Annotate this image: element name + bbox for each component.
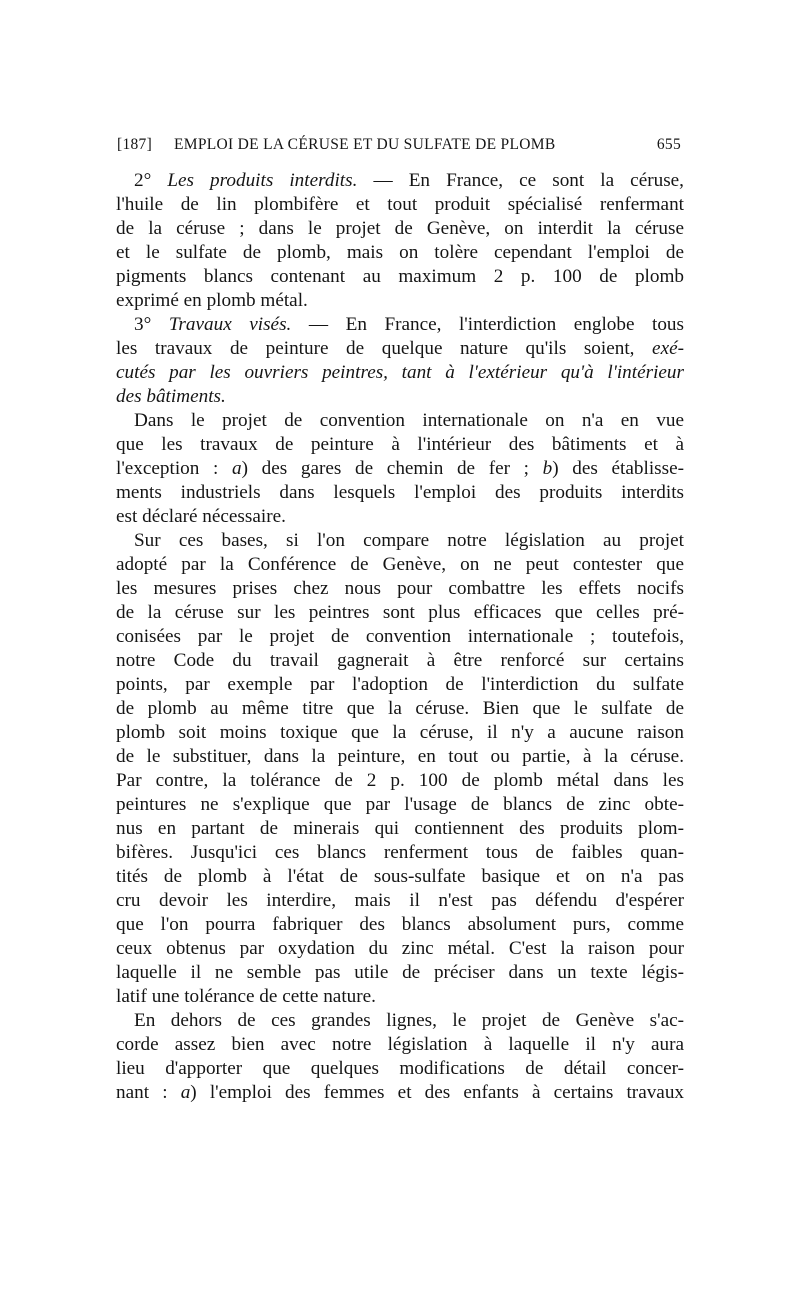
- text-run: les mesures prises chez nous pour combattre les effets nocifs: [116, 578, 684, 599]
- text-line: [116, 313, 684, 337]
- text-run: Par contre, la tolérance de 2 p. 100 de plomb métal dans les: [116, 770, 684, 791]
- text-run: 3°: [134, 314, 169, 335]
- page-number: 655: [656, 136, 681, 153]
- text-run: ) des gares de chemin de fer ;: [241, 458, 543, 479]
- text-line: [116, 961, 684, 985]
- text-run: ) l'emploi des femmes et des enfants à certains travaux: [190, 1082, 685, 1103]
- text-line: [116, 1033, 684, 1057]
- text-run: de la céruse sur les peintres sont plus efficaces que celles pré-: [116, 602, 684, 623]
- text-line: [116, 697, 684, 721]
- text-line: [116, 217, 684, 241]
- text-run: ) des établisse-: [552, 458, 684, 479]
- text-run: que l'on pourra fabriquer des blancs absolument purs, comme: [116, 914, 684, 935]
- text-line: [116, 769, 684, 793]
- text-run: l'huile de lin plombifère et tout produit spécialisé renfermant: [116, 194, 684, 215]
- text-run: ments industriels dans lesquels l'emploi des produits interdits: [116, 482, 684, 503]
- text-line: [116, 985, 684, 1009]
- text-run: notre Code du travail gagnerait à être renforcé sur certains: [116, 650, 684, 671]
- text-run: exprimé en plomb métal.: [116, 290, 308, 311]
- text-run: cru devoir les interdire, mais il n'est pas défendu d'espérer: [116, 890, 684, 911]
- italic-text: Les produits interdits.: [167, 170, 358, 191]
- italic-text: a: [232, 458, 242, 479]
- text-run: Sur ces bases, si l'on compare notre législation au projet: [134, 530, 684, 551]
- text-line: [116, 913, 684, 937]
- text-line: [116, 1081, 684, 1105]
- text-run: pigments blancs contenant au maximum 2 p. 100 de plomb: [116, 266, 684, 287]
- text-line: [116, 721, 684, 745]
- text-line: [116, 841, 684, 865]
- italic-text: b: [542, 458, 553, 479]
- text-run: tités de plomb à l'état de sous-sulfate basique et on n'a pas: [116, 866, 684, 887]
- text-run: points, par exemple par l'adoption de l'interdiction du sulfate: [116, 674, 684, 695]
- text-run: adopté par la Conférence de Genève, on ne peut contester que: [116, 554, 684, 575]
- text-run: latif une tolérance de cette nature.: [116, 986, 376, 1007]
- italic-text: exé-: [652, 338, 684, 359]
- text-line: [116, 289, 684, 313]
- text-line: [116, 505, 684, 529]
- text-run: Dans le projet de convention internationale on n'a en vue: [134, 410, 684, 431]
- text-run: — En France, l'interdiction englobe tous: [291, 314, 684, 335]
- text-run: conisées par le projet de convention internationale ; toutefois,: [116, 626, 684, 647]
- text-run: plomb soit moins toxique que la céruse, il n'y a aucune raison: [116, 722, 684, 743]
- text-line: [116, 337, 684, 361]
- text-run: lieu d'apporter que quelques modifications de détail concer-: [116, 1058, 684, 1079]
- text-run: nant :: [116, 1082, 181, 1103]
- text-run: ceux obtenus par oxydation du zinc métal. C'est la raison pour: [116, 938, 684, 959]
- text-line: [116, 601, 684, 625]
- text-line: [116, 817, 684, 841]
- italic-text: a: [180, 1082, 191, 1103]
- page-body-text: [116, 169, 684, 1105]
- text-run: est déclaré nécessaire.: [116, 506, 286, 527]
- text-line: [116, 745, 684, 769]
- text-run: les travaux de peinture de quelque nature qu'ils soient,: [116, 338, 653, 359]
- text-run: En dehors de ces grandes lignes, le projet de Genève s'ac-: [134, 1010, 684, 1031]
- italic-text: cutés par les ouvriers peintres, tant à l'extérieur qu'à l'intérieur: [116, 362, 684, 383]
- text-run: — En France, ce sont la céruse,: [357, 170, 684, 191]
- text-line: [116, 409, 684, 433]
- text-line: [116, 577, 684, 601]
- text-line: [116, 553, 684, 577]
- text-line: [116, 793, 684, 817]
- text-line: [116, 169, 684, 193]
- text-line: [116, 265, 684, 289]
- text-run: de le substituer, dans la peinture, en tout ou partie, à la céruse.: [116, 746, 684, 767]
- text-run: bifères. Jusqu'ici ces blancs renferment tous de faibles quan-: [116, 842, 684, 863]
- text-line: [116, 865, 684, 889]
- text-line: [116, 937, 684, 961]
- text-run: peintures ne s'explique que par l'usage de blancs de zinc obte-: [116, 794, 684, 815]
- running-title: EMPLOI DE LA CÉRUSE ET DU SULFATE DE PLOMB: [174, 136, 556, 153]
- text-line: [116, 1057, 684, 1081]
- text-line: [116, 889, 684, 913]
- text-line: [116, 193, 684, 217]
- text-line: [116, 433, 684, 457]
- text-run: de plomb au même titre que la céruse. Bien que le sulfate de: [116, 698, 684, 719]
- text-line: [116, 457, 684, 481]
- text-line: [116, 673, 684, 697]
- text-line: [116, 481, 684, 505]
- italic-text: Travaux visés.: [168, 314, 292, 335]
- text-run: laquelle il ne semble pas utile de préciser dans un texte légis-: [116, 962, 684, 983]
- italic-text: des bâtiments.: [116, 386, 226, 407]
- text-run: 2°: [134, 170, 168, 191]
- text-run: et le sulfate de plomb, mais on tolère cependant l'emploi de: [116, 242, 684, 263]
- text-run: que les travaux de peinture à l'intérieur des bâtiments et à: [116, 434, 684, 455]
- section-folio: [187]: [117, 136, 153, 153]
- text-run: de la céruse ; dans le projet de Genève, on interdit la céruse: [116, 218, 684, 239]
- text-run: nus en partant de minerais qui contiennent des produits plom-: [116, 818, 684, 839]
- text-line: [116, 241, 684, 265]
- text-line: [116, 649, 684, 673]
- text-run: corde assez bien avec notre législation à laquelle il n'y aura: [116, 1034, 684, 1055]
- text-line: [116, 385, 684, 409]
- text-line: [116, 529, 684, 553]
- text-line: [116, 361, 684, 385]
- text-line: [116, 1009, 684, 1033]
- text-line: [116, 625, 684, 649]
- running-header: [117, 136, 681, 158]
- text-run: l'exception :: [116, 458, 233, 479]
